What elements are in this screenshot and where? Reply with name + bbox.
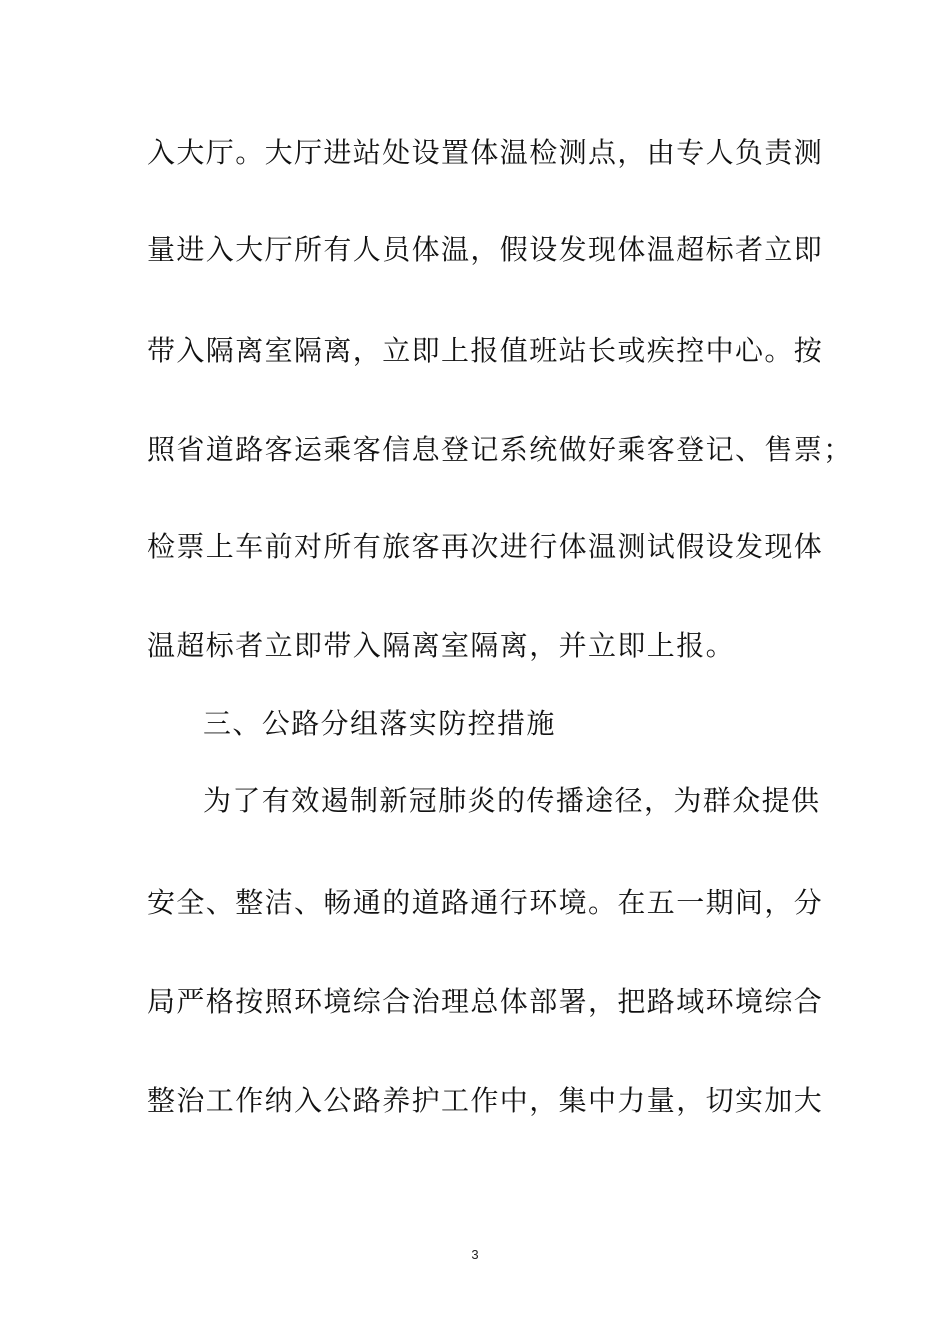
paragraph-line: 为了有效遏制新冠肺炎的传播途径，为群众提供 xyxy=(203,784,821,817)
body-text-line: 带入隔离室隔离，立即上报值班站长或疾控中心。按 xyxy=(147,334,824,367)
page-number: 3 xyxy=(471,1247,479,1262)
paragraph-line: 安全、整洁、畅通的道路通行环境。在五一期间，分 xyxy=(147,886,824,919)
paragraph-line: 整治工作纳入公路养护工作中，集中力量，切实加大 xyxy=(147,1084,824,1117)
body-text-line: 量进入大厅所有人员体温，假设发现体温超标者立即 xyxy=(147,233,824,266)
section-heading: 三、公路分组落实防控措施 xyxy=(203,707,556,740)
paragraph-line: 局严格按照环境综合治理总体部署，把路域环境综合 xyxy=(147,985,824,1018)
body-text-line: 检票上车前对所有旅客再次进行体温测试假设发现体 xyxy=(147,530,824,563)
body-text-line: 入大厅。大厅进站处设置体温检测点，由专人负责测 xyxy=(147,136,824,169)
body-text-line: 温超标者立即带入隔离室隔离，并立即上报。 xyxy=(147,629,736,662)
body-text-line: 照省道路客运乘客信息登记系统做好乘客登记、售票； xyxy=(147,433,853,466)
